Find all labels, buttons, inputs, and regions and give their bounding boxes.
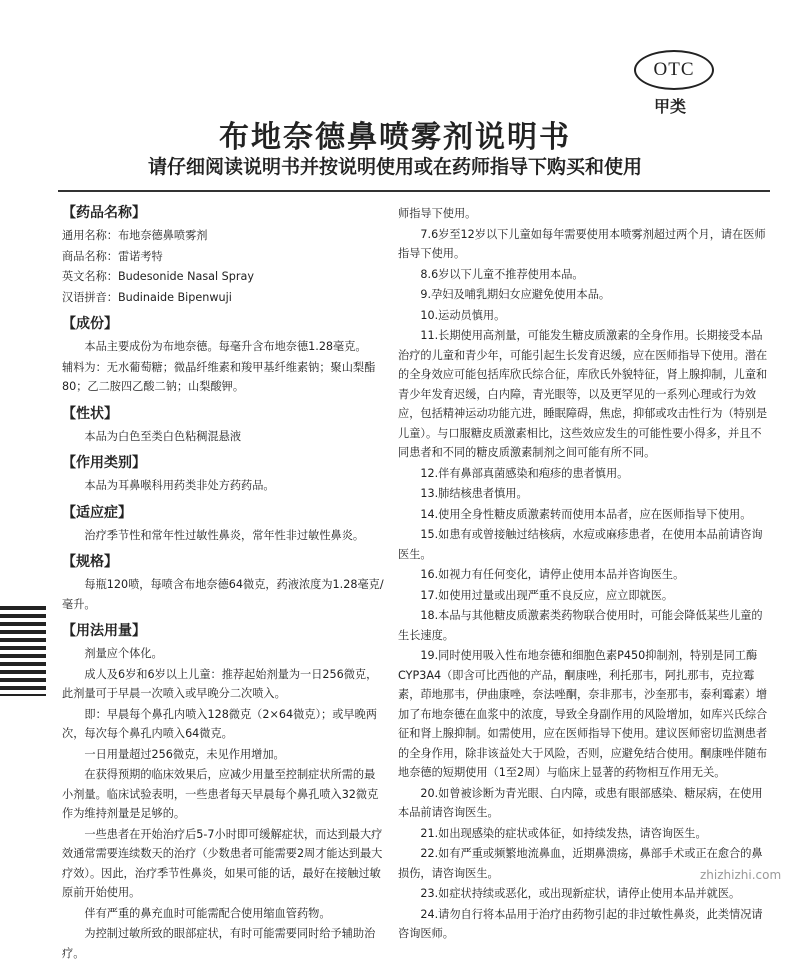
precaution-item: 19.同时使用吸入性布地奈德和细胞色素P450抑制剂，特别是同工酶CYP3A4（即含可比西他的产品，酮康唑，利托那韦，阿扎那韦，克拉霉素，茚地那韦，伊曲康唑，奈法唑酮，奈非那韦，沙奎那韦，泰利霉素）增加了布地奈德在血浆中的浓度，导致全身副作用的风险增加，如库兴氏综合征和肾上腺抑制。如需使用，应在医师指导下使用。建议医师密切监测患者的全身作用，除非该益处大于风险，否则，应避免结合使用。酮康唑伴随布地奈德的短期使用（1至2周）与临床上显著的药物相互作用无关。 — [398, 649, 768, 779]
precaution-item: 12.伴有鼻部真菌感染和疱疹的患者慎用。 — [420, 466, 629, 480]
section-name-title: 【药品名称】 — [62, 205, 146, 221]
dosage-paragraph: 即：早晨每个鼻孔内喷入128微克（2×64微克）；或早晚两次，每次每个鼻孔内喷入64微克。 — [62, 707, 377, 740]
pinyin-name: 汉语拼音：Budinaide Bipenwuji — [62, 290, 232, 304]
precaution-item: 14.使用全身性糖皮质激素转而使用本品者，应在医师指导下使用。 — [420, 507, 752, 521]
otc-class-label: 甲类 — [654, 97, 687, 116]
section-indications-title: 【适应症】 — [62, 504, 132, 521]
ingredients-excipients: 辅料为：无水葡萄糖；微晶纤维素和羧甲基纤维素钠；聚山梨酯80；乙二胺四乙酸二钠；山梨酸钾。 — [62, 360, 376, 393]
precaution-item: 10.运动员慎用。 — [420, 308, 506, 322]
dosage-paragraph: 剂量应个体化。 — [84, 647, 163, 660]
page-subtitle: 请仔细阅读说明书并按说明使用或在药师指导下购买和使用 — [147, 156, 642, 178]
section-ingredients-title: 【成份】 — [62, 316, 118, 332]
generic-name: 通用名称：布地奈德鼻喷雾剂 — [62, 229, 208, 242]
precaution-item: 20.如曾被诊断为青光眼、白内障，或患有眼部感染、糖尿病，在使用本品前请咨询医生。 — [398, 786, 763, 819]
precaution-item: 13.肺结核患者慎用。 — [420, 487, 528, 500]
precaution-item: 9.孕妇及哺乳期妇女应避免使用本品。 — [420, 288, 611, 301]
otc-badge — [634, 50, 714, 90]
trade-name: 商品名称：雷诺考特 — [62, 249, 163, 263]
section-properties-title: 【性状】 — [62, 405, 118, 422]
spec-text: 每瓶120喷，每喷含布地奈德64微克，药液浓度为1.28毫克/毫升。 — [62, 578, 384, 611]
barcode-strip — [0, 606, 46, 696]
precaution-item: 24.请勿自行将本品用于治疗由药物引起的非过敏性鼻炎，此类情况请咨询医师。 — [398, 907, 763, 940]
page-title: 布地奈德鼻喷雾剂说明书 — [219, 120, 571, 155]
ingredients-main: 本品主要成份为布地奈德。每毫升含布地奈德1.28毫克。 — [84, 340, 367, 353]
precaution-item: 16.如视力有任何变化，请停止使用本品并咨询医生。 — [420, 568, 685, 581]
precaution-item: 7.6岁至12岁以下儿童如每年需要使用本喷雾剂超过两个月，请在医师指导下使用。 — [398, 227, 766, 260]
properties-text: 本品为白色至类白色粘稠混悬液 — [84, 429, 242, 443]
right-column — [398, 204, 770, 945]
precaution-item: 18.本品与其他糖皮质激素类药物联合使用时，可能会降低某些儿童的生长速度。 — [398, 609, 763, 642]
precaution-item: 23.如症状持续或恶化，或出现新症状，请停止使用本品并就医。 — [420, 887, 741, 900]
section-category-title: 【作用类别】 — [62, 455, 146, 471]
dosage-paragraph: 在获得预期的临床效果后，应减少用量至控制症状所需的最小剂量。临床试验表明，一些患者每天早晨每个鼻孔喷入32微克作为维持剂量是足够的。 — [62, 768, 379, 820]
precaution-item: 21.如出现感染的症状或体征，如持续发热，请咨询医生。 — [420, 826, 707, 840]
category-text: 本品为耳鼻喉科用药类非处方药药品。 — [84, 479, 275, 492]
precaution-item: 15.如患有或曾接触过结核病，水痘或麻疹患者，在使用本品前请咨询医生。 — [398, 528, 763, 561]
dosage-paragraph: 为控制过敏所致的眼部症状，有时可能需要同时给予辅助治疗。 — [62, 927, 376, 960]
top-rule — [58, 190, 770, 192]
otc-label: OTC — [653, 59, 695, 80]
english-name: 英文名称：Budesonide Nasal Spray — [62, 270, 254, 283]
watermark-text: zhizhizhi.com — [700, 868, 782, 882]
dosage-paragraph: 一日用量超过256微克，未见作用增加。 — [84, 747, 285, 761]
precaution-item: 17.如使用过量或出现严重不良反应，应立即就医。 — [420, 588, 674, 602]
precaution-item: 师指导下使用。 — [398, 207, 477, 220]
left-column — [62, 204, 385, 964]
section-dosage-title: 【用法用量】 — [62, 623, 146, 639]
dosage-paragraph: 伴有严重的鼻充血时可能需配合使用缩血管药物。 — [84, 906, 331, 920]
precaution-item: 8.6岁以下儿童不推荐使用本品。 — [420, 267, 584, 281]
section-spec-title: 【规格】 — [62, 554, 118, 570]
dosage-paragraph: 一些患者在开始治疗后5-7小时即可缓解症状，而达到最大疗效通常需要连续数天的治疗（少数患者可能需要2周才能达到最大疗效）。因此，治疗季节性鼻炎，如果可能的话，最好在接触过敏原前开始使用。 — [62, 827, 383, 899]
indications-text: 治疗季节性和常年性过敏性鼻炎，常年性非过敏性鼻炎。 — [84, 528, 365, 542]
precaution-item: 22.如有严重或频繁地流鼻血，近期鼻溃疡，鼻部手术或正在愈合的鼻损伤，请咨询医生。 — [398, 847, 763, 880]
precaution-item: 11.长期使用高剂量，可能发生糖皮质激素的全身作用。长期接受本品治疗的儿童和青少年，可能引起生长发育迟缓，应在医师指导下使用。潜在的全身效应可能包括库欣氏综合征，库欣氏外貌特征，肾上腺抑制，儿童和青少年发育迟缓，白内障，青光眼等，以及更罕见的一系列心理或行为效应，包括精神运动功能亢进，睡眠障碍，焦虑，抑郁或攻击性行为（特别是儿童）。与口服糖皮质激素相比，这些效应发生的可能性要小得多，并且不同患者和不同的糖皮质激素制剂之间可能有所不同。 — [398, 329, 768, 459]
dosage-paragraph: 成人及6岁和6岁以上儿童：推荐起始剂量为一日256微克，此剂量可于早晨一次喷入或早晚分二次喷入。 — [62, 667, 378, 700]
